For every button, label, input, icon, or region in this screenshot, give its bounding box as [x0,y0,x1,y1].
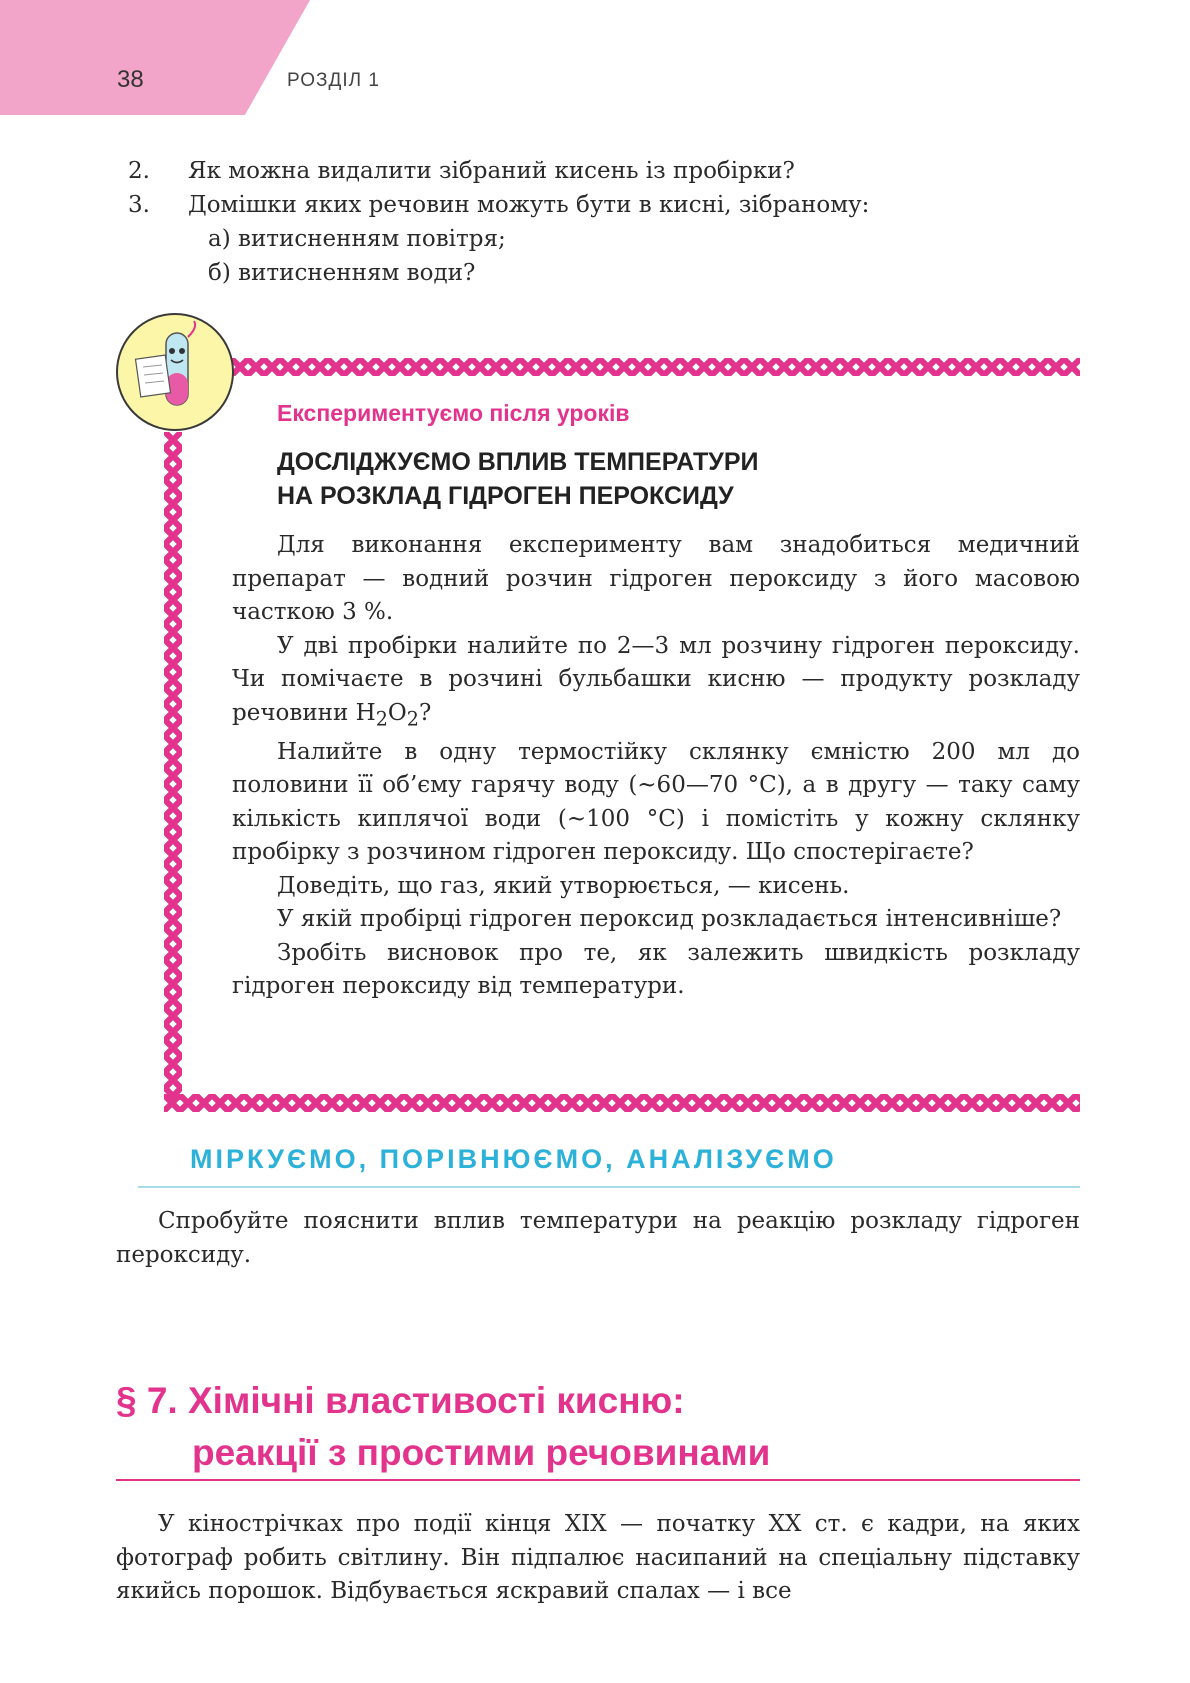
paragraph-text: У дві пробірки налийте по 2—3 мл розчину гідроген пероксиду. Чи помічаєте в розчині бульбашки кисню — продукту розкладу речовини H [232,632,1080,726]
experiment-paragraph: У якій пробірці гідроген пероксид розкладається інтенсивніше? [277,906,1062,933]
experiment-paragraph: Доведіть, що газ, який утворюється, — кисень. [277,872,850,899]
experiment-paragraph [232,630,1080,736]
think-heading: МІРКУЄМО, ПОРІВНЮЄМО, АНАЛІЗУЄМО [190,1144,837,1174]
experiment-box [232,400,1080,1004]
question-number: 2. [128,158,150,184]
experiment-title-line: ДОСЛІДЖУЄМО ВПЛИВ ТЕМПЕРАТУРИ [277,448,759,476]
frame-top-zigzag [232,358,1080,376]
experiment-title [277,445,1080,513]
paragraph-text: O [387,699,407,726]
sub-question: а) витисненням повітря; [208,226,506,252]
frame-bottom-zigzag [164,1094,1080,1112]
question-number: 3. [128,192,150,218]
experiment-paragraph: Для виконання експерименту вам знадобиться медичний препарат — водний розчин гідроген пероксиду з його масовою часткою 3 %. [232,532,1080,625]
paragraph-title-line: реакції з простими речовинами [192,1432,771,1473]
paragraph-intro [116,1508,1080,1609]
paragraph-title-line: § 7. Хімічні властивості кисню: [116,1380,685,1421]
think-divider [138,1186,1080,1188]
frame-left-zigzag [164,432,182,1100]
subscript: 2 [406,707,419,731]
intro-text: У кінострічках про події кінця XIX — початку XX ст. є кадри, на яких фотограф робить світлину. Він підпалює насипаний на спеціальну підставку якийсь порошок. Відбувається яскравий спалах — і все [116,1511,1080,1604]
sub-question: б) витисненням води? [208,260,476,286]
question-text: Домішки яких речовин можуть бути в кисні, зібраному: [188,192,870,218]
test-tube-mascot-icon [118,315,232,429]
think-text: Спробуйте пояснити вплив температури на реакцію розкладу гідроген пероксиду. [116,1208,1080,1268]
experiment-title-line: НА РОЗКЛАД ГІДРОГЕН ПЕРОКСИДУ [277,482,734,510]
questions-list [128,154,1028,290]
paragraph-title [116,1375,770,1479]
paragraph-divider [116,1479,1080,1481]
question-text: Як можна видалити зібраний кисень із пробірки? [188,158,795,184]
think-text-block [116,1205,1080,1272]
question-item [128,154,1028,188]
page-number: 38 [117,66,144,93]
subscript: 2 [375,707,388,731]
experiment-kicker: Експериментуємо після уроків [277,400,630,426]
header-tab [0,0,310,115]
experiment-paragraph: Зробіть висновок про те, як залежить швидкість розкладу гідроген пероксиду від температури. [232,939,1080,1000]
section-label: РОЗДІЛ 1 [287,70,380,91]
experiment-body [232,529,1080,1004]
test-tube-mascot-icon [116,313,234,431]
question-item [128,188,1028,222]
paragraph-text: ? [418,699,432,726]
experiment-paragraph: Налийте в одну термостійку склянку ємністю 200 мл до половини її об’єму гарячу воду (~60—70 °C), а в другу — таку саму кількість киплячої води (~100 °C) і помістіть у кожну склянку пробірку з розчином гідроген пероксиду. Що спостерігаєте? [232,738,1080,866]
